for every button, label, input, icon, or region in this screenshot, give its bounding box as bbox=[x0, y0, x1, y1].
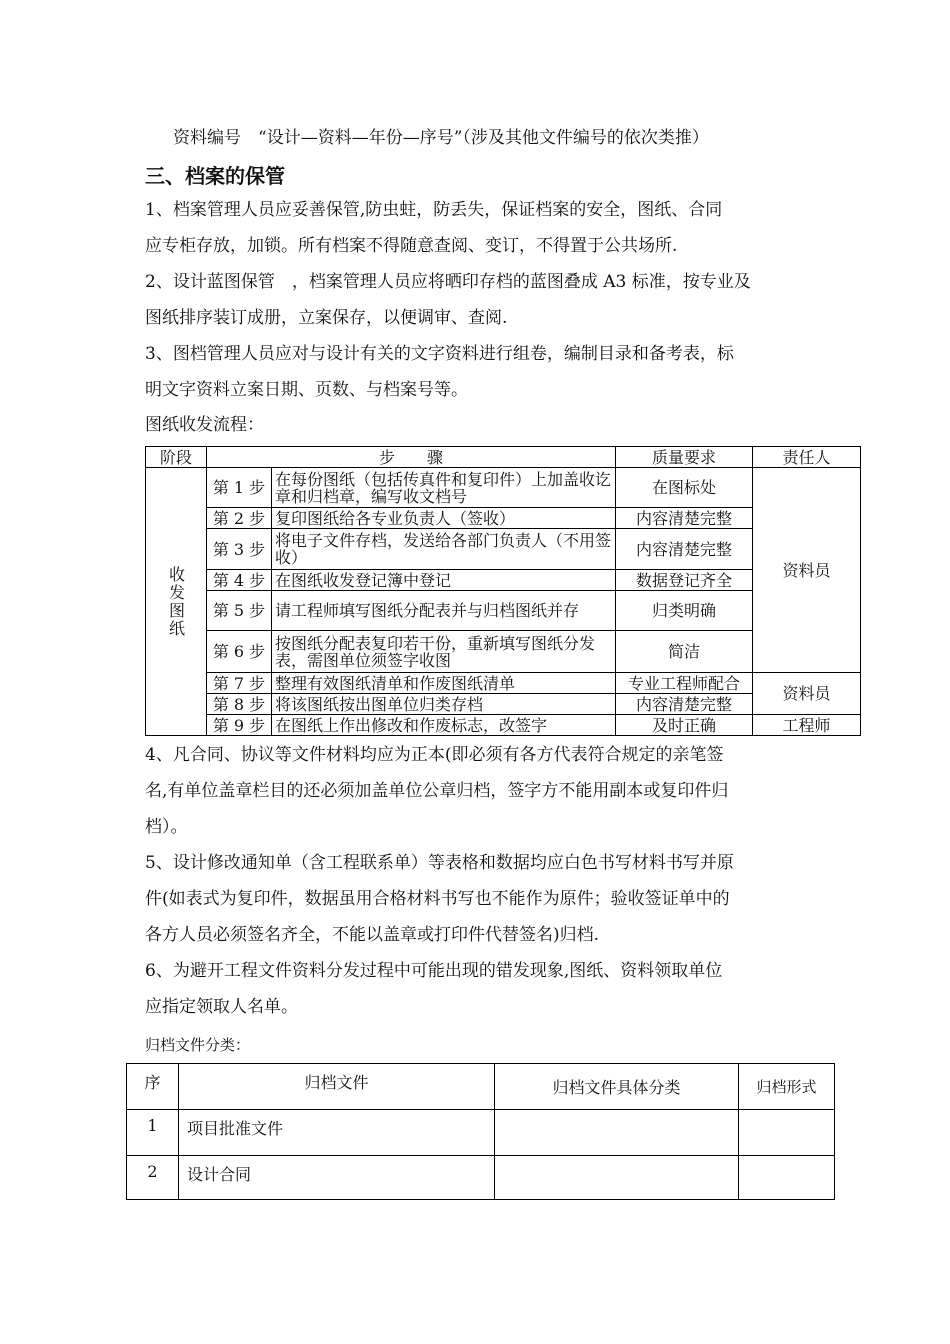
step-description: 请工程师填写图纸分配表并与归档图纸并存 bbox=[272, 591, 616, 631]
step-description: 在每份图纸（包括传真件和复印件）上加盖收讫章和归档章，编写收文档号 bbox=[272, 468, 616, 508]
paragraph-1-line-2: 应专柜存放，加锁。所有档案不得随意查阅、变订，不得置于公共场所. bbox=[145, 236, 678, 256]
paragraph-3-line-1: 3、图档管理人员应对与设计有关的文字资料进行组卷，编制目录和备考表，标 bbox=[145, 344, 734, 364]
quality-cell: 简洁 bbox=[616, 631, 753, 673]
archive-classification-table bbox=[126, 1063, 835, 1200]
step-cell: 第 9 步 bbox=[207, 715, 272, 736]
quality-cell: 及时正确 bbox=[616, 715, 753, 736]
table-row bbox=[146, 715, 861, 736]
flow-table-caption: 图纸收发流程： bbox=[145, 415, 264, 435]
header-quality: 质量要求 bbox=[616, 447, 753, 468]
table-row bbox=[146, 673, 861, 694]
quality-cell: 在图标处 bbox=[616, 468, 753, 508]
paragraph-4-line-3: 档）。 bbox=[145, 817, 188, 837]
step-cell: 第 1 步 bbox=[207, 468, 272, 508]
table-row bbox=[146, 468, 861, 508]
paragraph-2-line-2: 图纸排序装订成册，立案保存，以便调审、查阅. bbox=[145, 308, 508, 328]
flow-header-row bbox=[146, 447, 861, 468]
section-title: 三、档案的保管 bbox=[145, 164, 285, 188]
row-number: 2 bbox=[127, 1156, 179, 1200]
table-row bbox=[127, 1156, 835, 1200]
responsible-cell: 资料员 bbox=[753, 673, 861, 715]
step-description: 将该图纸按出图单位归类存档 bbox=[272, 694, 616, 715]
step-cell: 第 4 步 bbox=[207, 570, 272, 591]
paragraph-2-line-1: 2、设计蓝图保管 ，档案管理人员应将晒印存档的蓝图叠成 A3 标准，按专业及 bbox=[145, 272, 751, 292]
responsible-cell: 工程师 bbox=[753, 715, 861, 736]
quality-cell: 内容清楚完整 bbox=[616, 529, 753, 570]
quality-cell: 数据登记齐全 bbox=[616, 570, 753, 591]
step-description: 整理有效图纸清单和作废图纸清单 bbox=[272, 673, 616, 694]
paragraph-6-line-2: 应指定领取人名单。 bbox=[145, 997, 298, 1017]
row-file: 设计合同 bbox=[179, 1156, 495, 1200]
quality-cell: 专业工程师配合 bbox=[616, 673, 753, 694]
archive-header-row bbox=[127, 1064, 835, 1110]
header-number: 序 bbox=[127, 1064, 179, 1110]
step-cell: 第 8 步 bbox=[207, 694, 272, 715]
step-cell: 第 5 步 bbox=[207, 591, 272, 631]
step-description: 复印图纸给各专业负责人（签收） bbox=[272, 508, 616, 529]
paragraph-5-line-3: 各方人员必须签名齐全，不能以盖章或打印件代替签名)归档. bbox=[145, 925, 600, 945]
paragraph-1-line-1: 1、档案管理人员应妥善保管,防虫蛀，防丢失，保证档案的安全，图纸、合同 bbox=[145, 200, 723, 220]
numbering-rule-line: 资料编号 “设计—资料—年份—序号”（涉及其他文件编号的依次类推） bbox=[173, 128, 709, 148]
paragraph-4-line-1: 4、凡合同、协议等文件材料均应为正本(即必须有各方代表符合规定的亲笔签 bbox=[145, 745, 724, 765]
quality-cell: 内容清楚完整 bbox=[616, 508, 753, 529]
header-archive-file: 归档文件 bbox=[179, 1064, 495, 1110]
stage-label: 收发图纸 bbox=[166, 565, 186, 638]
table-row bbox=[127, 1110, 835, 1156]
step-description: 在图纸上作出修改和作废标志，改签字 bbox=[272, 715, 616, 736]
step-cell: 第 6 步 bbox=[207, 631, 272, 673]
paragraph-4-line-2: 名,有单位盖章栏目的还必须加盖单位公章归档，签字方不能用副本或复印件归 bbox=[145, 781, 729, 801]
quality-cell: 归类明确 bbox=[616, 591, 753, 631]
paragraph-5-line-2: 件(如表式为复印件，数据虽用合格材料书写也不能作为原件；验收签证单中的 bbox=[145, 889, 730, 909]
header-responsible: 责任人 bbox=[753, 447, 861, 468]
step-description: 在图纸收发登记簿中登记 bbox=[272, 570, 616, 591]
archive-table-caption: 归档文件分类： bbox=[145, 1036, 251, 1054]
step-description: 按图纸分配表复印若干份，重新填写图纸分发表，需图单位须签字收图 bbox=[272, 631, 616, 673]
step-cell: 第 7 步 bbox=[207, 673, 272, 694]
header-steps: 步 骤 bbox=[207, 447, 616, 468]
quality-cell: 内容清楚完整 bbox=[616, 694, 753, 715]
header-detail: 归档文件具体分类 bbox=[495, 1064, 739, 1110]
row-number: 1 bbox=[127, 1110, 179, 1156]
header-form: 归档形式 bbox=[739, 1064, 835, 1110]
paragraph-3-line-2: 明文字资料立案日期、页数、与档案号等。 bbox=[145, 380, 468, 400]
responsible-cell: 资料员 bbox=[753, 468, 861, 673]
paragraph-5-line-1: 5、设计修改通知单（含工程联系单）等表格和数据均应白色书写材料书写并原 bbox=[145, 853, 734, 873]
row-form bbox=[739, 1156, 835, 1200]
paragraph-6-line-1: 6、为避开工程文件资料分发过程中可能出现的错发现象,图纸、资料领取单位 bbox=[145, 961, 723, 981]
step-cell: 第 3 步 bbox=[207, 529, 272, 570]
step-description: 将电子文件存档，发送给各部门负责人（不用签收） bbox=[272, 529, 616, 570]
row-file: 项目批准文件 bbox=[179, 1110, 495, 1156]
header-stage: 阶段 bbox=[146, 447, 207, 468]
row-form bbox=[739, 1110, 835, 1156]
step-cell: 第 2 步 bbox=[207, 508, 272, 529]
row-detail bbox=[495, 1156, 739, 1200]
row-detail bbox=[495, 1110, 739, 1156]
drawing-flow-table bbox=[145, 446, 861, 736]
stage-cell bbox=[146, 468, 207, 736]
